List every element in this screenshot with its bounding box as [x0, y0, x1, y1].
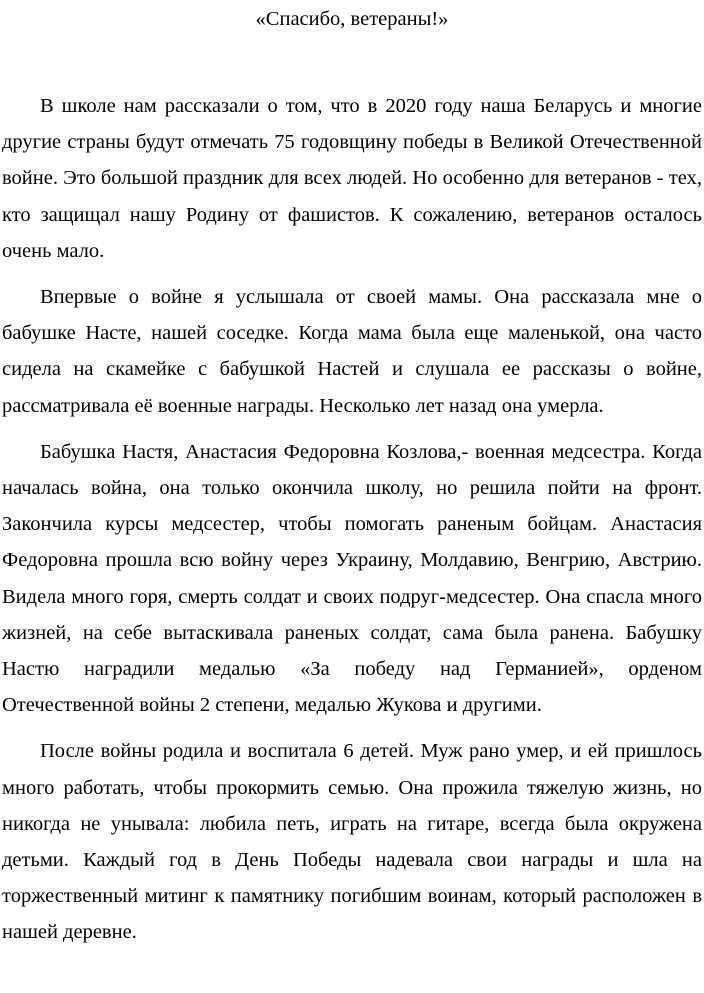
paragraph: В школе нам рассказали о том, что в 2020 году наша Беларусь и многие другие страны будут отмечать 75 годовщину победы в Великой Отечественной войне. Это большой праздник для всех людей. Но особенно для ветеранов - тех, кто защищал нашу Родину от фашистов. К сожалению, ветеранов осталось очень мало.: [2, 95, 702, 262]
document-title: «Спасибо, ветераны!»: [255, 8, 449, 30]
document-body: [2, 88, 702, 951]
paragraph: Бабушка Настя, Анастасия Федоровна Козлова,- военная медсестра. Когда началась война, она только окончила школу, но решила пойти на фронт. Закончила курсы медсестер, чтобы помогать раненым бойцам. Анастасия Федоровна прошла всю войну через Украину, Молдавию, Венгрию, Австрию. Видела много горя, смерть солдат и своих подруг-медсестер. Она спасла много жизней, на себе вытаскивала раненых солдат, сама была ранена. Бабушку Настю наградили медалью «За победу над Германией», орденом Отечественной войны 2 степени, медалью Жукова и другими.: [2, 440, 702, 717]
paragraph: Впервые о войне я услышала от своей мамы. Она рассказала мне о бабушке Насте, нашей соседке. Когда мама была еще маленькой, она часто сидела на скамейке с бабушкой Настей и слушала ее рассказы о войне, рассматривала её военные награды. Несколько лет назад она умерла.: [2, 286, 702, 417]
paragraph: После войны родила и воспитала 6 детей. Муж рано умер, и ей пришлось много работать, чтобы прокормить семью. Она прожила тяжелую жизнь, но никогда не унывала: любила петь, играть на гитаре, всегда была окружена детьми. Каждый год в День Победы надевала свои награды и шла на торжественный митинг к памятнику погибшим воинам, который расположен в нашей деревне.: [2, 740, 702, 944]
